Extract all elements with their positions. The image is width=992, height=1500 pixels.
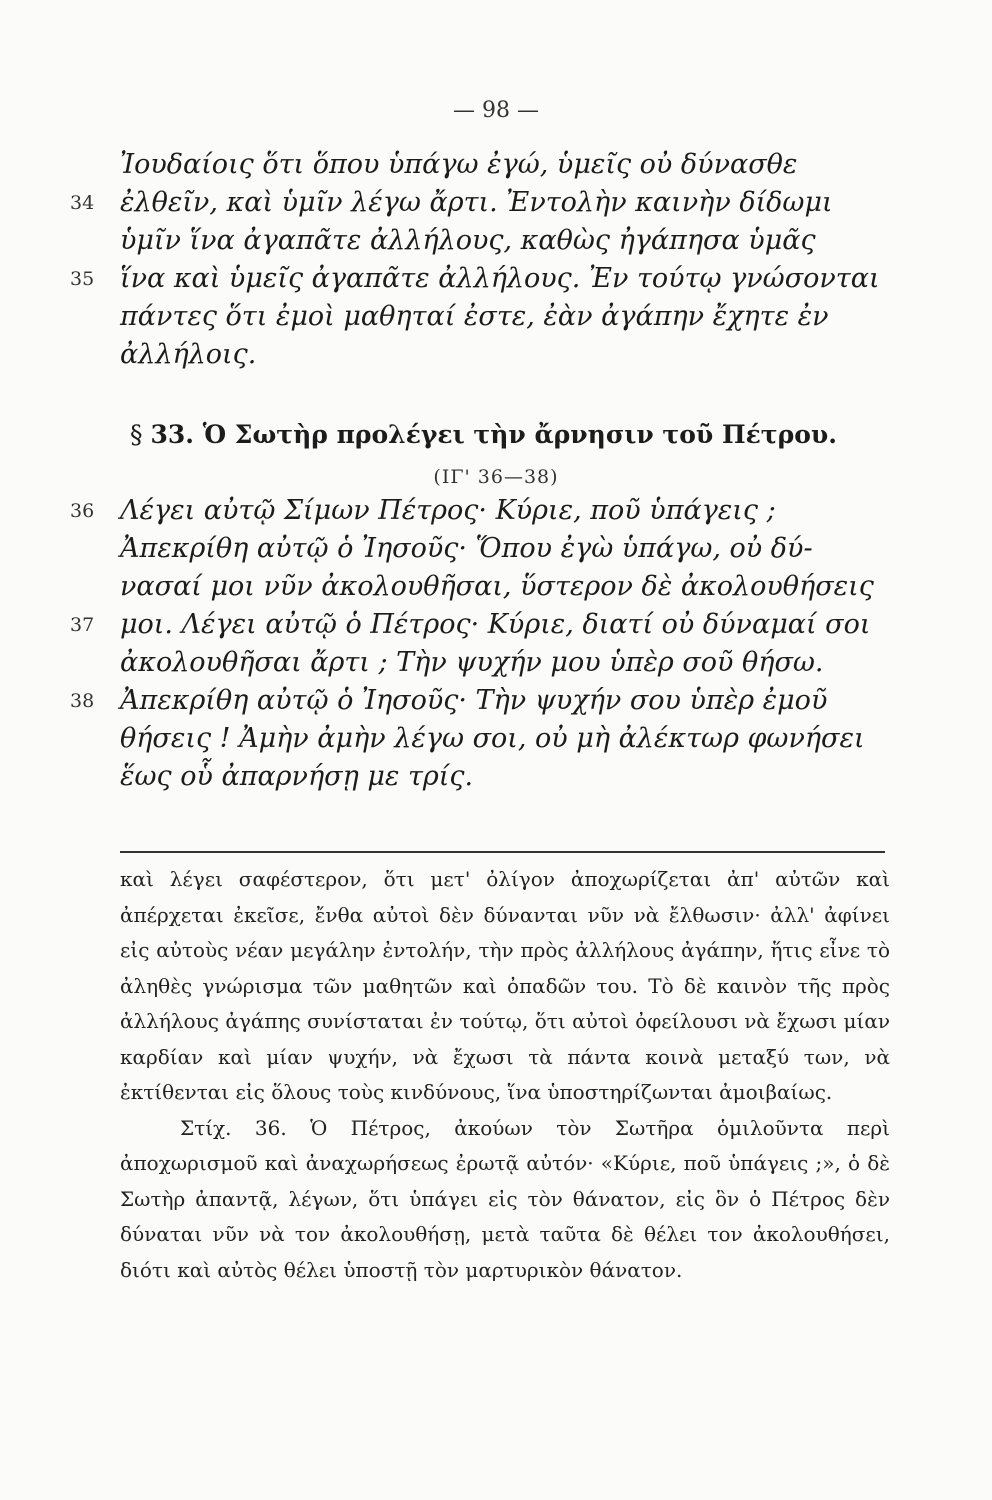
scripture-line: [70, 222, 910, 260]
verse-number: 38: [70, 690, 95, 712]
line-text: ἀλλήλοις.: [120, 339, 257, 370]
line-text: ὑμῖν ἵνα ἀγαπᾶτε ἀλλήλους, καθὼς ἠγάπησα ὑμᾶς: [120, 225, 816, 256]
scripture-line: [70, 644, 910, 682]
line-text: Ἰουδαίοις ὅτι ὅπου ὑπάγω ἐγώ, ὑμεῖς οὐ δύνασθε: [120, 149, 798, 180]
scripture-line: [70, 720, 910, 758]
line-text: Ἀπεκρίθη αὐτῷ ὁ Ἰησοῦς· Ὅπου ἐγὼ ὑπάγω, οὐ δύ-: [120, 533, 813, 564]
chapter-reference: (ΙΓ' 36—38): [433, 466, 559, 488]
line-text: θήσεις ! Ἀμὴν ἀμὴν λέγω σοι, οὐ μὴ ἀλέκτωρ φωνήσει: [120, 723, 865, 754]
line-text: ἵνα καὶ ὑμεῖς ἀγαπᾶτε ἀλλήλους. Ἐν τούτῳ γνώσονται: [120, 263, 880, 294]
scripture-line: [70, 758, 910, 796]
commentary-paragraph: καὶ λέγει σαφέστερον, ὅτι μετ' ὀλίγον ἀποχωρίζεται ἀπ' αὐτῶν καὶ ἀπέρχεται ἐκεῖσε, ἔνθα αὐτοὶ δὲν δύνανται νῦν νὰ ἔλθωσιν· ἀλλ' ἀφίνει εἰς αὐτοὺς νέαν μεγάλην ἐντολήν, τὴν πρὸς ἀλλήλους ἀγάπην, ἥτις εἶνε τὸ ἀληθὲς γνώρισμα τῶν μαθητῶν καὶ ὀπαδῶν του. Τὸ δὲ καινὸν τῆς πρὸς ἀλλήλους ἀγάπης συνίσταται ἐν τούτῳ, ὅτι αὐτοὶ ὀφείλουσι νὰ ἔχωσι μίαν καρδίαν καὶ μίαν ψυχήν, νὰ ἔχωσι τὰ πάντα κοινὰ μεταξύ των, νὰ ἐκτίθενται εἰς ὅλους τοὺς κινδύνους, ἵνα ὑποστηρίζωνται ἀμοιβαίως.: [120, 867, 890, 1104]
line-text: ἐλθεῖν, καὶ ὑμῖν λέγω ἄρτι. Ἐντολὴν καινὴν δίδωμι: [120, 187, 833, 218]
line-text: ἕως οὗ ἀπαρνήσῃ με τρίς.: [120, 761, 474, 792]
verse-number: 34: [70, 192, 95, 214]
scripture-line: [70, 682, 910, 720]
page-number: — 98 —: [453, 98, 539, 123]
line-text: Ἀπεκρίθη αὐτῷ ὁ Ἰησοῦς· Τὴν ψυχήν σου ὑπὲρ ἐμοῦ: [120, 685, 828, 716]
commentary: [120, 862, 890, 1288]
scripture-passage-1: [70, 146, 910, 374]
section-title: 33. Ὁ Σωτὴρ προλέγει τὴν ἄρνησιν τοῦ Πέτρου.: [150, 420, 837, 449]
scripture-line: [70, 568, 910, 606]
scripture-line: [70, 184, 910, 222]
scripture-passage-2: [70, 492, 910, 796]
section-heading: [130, 420, 910, 449]
scripture-line: [70, 530, 910, 568]
verse-number: 37: [70, 614, 95, 636]
scripture-line: [70, 260, 910, 298]
line-text: Λέγει αὐτῷ Σίμων Πέτρος· Κύριε, ποῦ ὑπάγεις ;: [120, 495, 776, 526]
verse-number: 36: [70, 500, 95, 522]
scripture-line: [70, 298, 910, 336]
scripture-line: [70, 336, 910, 374]
line-text: ἀκολουθῆσαι ἄρτι ; Τὴν ψυχήν μου ὑπὲρ σοῦ θήσω.: [120, 647, 824, 678]
commentary-paragraph: Στίχ. 36. Ὁ Πέτρος, ἀκούων τὸν Σωτῆρα ὁμιλοῦντα περὶ ἀποχωρισμοῦ καὶ ἀναχωρήσεως ἐρωτᾷ αὐτόν· «Κύριε, ποῦ ὑπάγεις ;», ὁ δὲ Σωτὴρ ἀπαντᾷ, λέγων, ὅτι ὑπάγει εἰς τὸν θάνατον, εἰς ὃν ὁ Πέτρος δὲν δύναται νῦν νὰ τον ἀκολουθήσῃ, μετὰ ταῦτα δὲ θέλει τον ἀκολουθήσει, διότι καὶ αὐτὸς θέλει ὑποστῇ τὸν μαρτυρικὸν θάνατον.: [120, 1115, 890, 1282]
line-text: πάντες ὅτι ἐμοὶ μαθηταί ἐστε, ἐὰν ἀγάπην ἔχητε ἐν: [120, 301, 829, 332]
scripture-line: [70, 492, 910, 530]
line-text: μοι. Λέγει αὐτῷ ὁ Πέτρος· Κύριε, διατί οὐ δύναμαί σοι: [120, 609, 871, 640]
section-symbol: §: [130, 420, 143, 449]
scripture-line: [70, 146, 910, 184]
line-text: νασαί μοι νῦν ἀκολουθῆσαι, ὕστερον δὲ ἀκολουθήσεις: [120, 571, 874, 602]
footnote-divider: [120, 851, 885, 853]
scripture-line: [70, 606, 910, 644]
verse-number: 35: [70, 268, 95, 290]
